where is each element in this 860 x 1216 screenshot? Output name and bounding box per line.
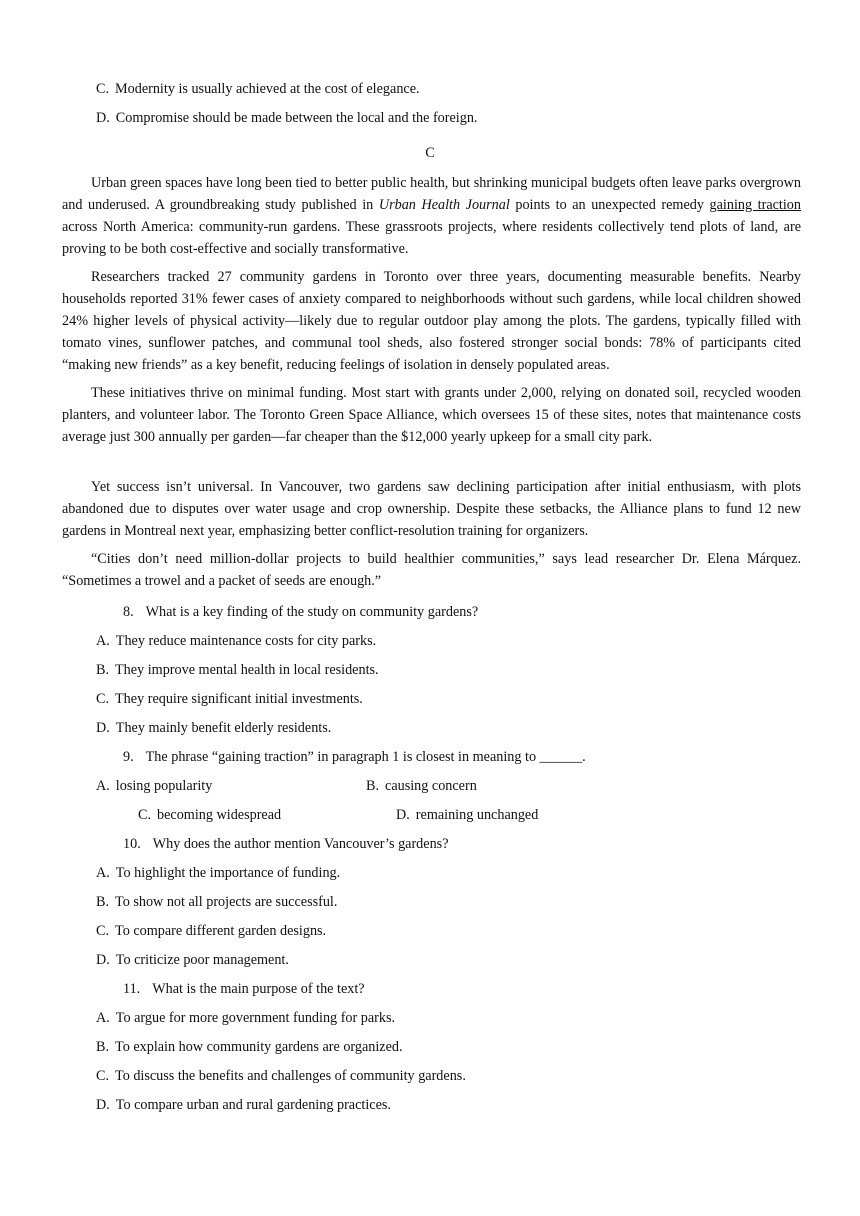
option-text: becoming widespread [157, 807, 282, 823]
passage-paragraph-1 [62, 172, 801, 260]
q10-option-a [96, 864, 340, 882]
option-letter: C. [96, 81, 110, 97]
option-text: To compare different garden designs. [115, 923, 327, 939]
q11-option-d [96, 1096, 391, 1114]
p1-text-after: across North America: community-run gardens. These grassroots projects, where residents collectively tend plots of land, are proving to be both cost-effective and socially transformative. [62, 219, 801, 257]
q8-option-d [96, 719, 331, 737]
option-letter: C. [96, 691, 110, 707]
section-label: C [425, 145, 435, 161]
option-text: To explain how community gardens are organized. [115, 1039, 403, 1055]
option-text: They reduce maintenance costs for city parks. [115, 633, 377, 649]
option-text: To compare urban and rural gardening practices. [115, 1097, 391, 1113]
option-letter: D. [96, 110, 110, 126]
option-text: To discuss the benefits and challenges of community gardens. [115, 1068, 466, 1084]
option-text: causing concern [385, 778, 477, 794]
q11-option-c [96, 1067, 466, 1085]
q11-option-a [96, 1009, 395, 1027]
question-number: 10. [123, 836, 141, 852]
underlined-phrase: gaining traction [709, 197, 801, 213]
passage-paragraph-2: Researchers tracked 27 community gardens in Toronto over three years, documenting measurable benefits. Nearby households reported 31% fewer cases of anxiety compared to neighborhoods without such gardens, while local children showed 24% higher levels of physical activity—likely due to regular outdoor play among the plots. The gardens, typically filled with tomato vines, sunflower patches, and communal tool sheds, also fostered stronger social bonds: 78% of participants cited “making new friends” as a key benefit, reducing feelings of isolation in densely populated areas. [62, 269, 801, 373]
question-text: What is a key finding of the study on community gardens? [145, 604, 479, 620]
p1-text-middle: points to an unexpected remedy [509, 197, 710, 213]
option-text: Compromise should be made between the local and the foreign. [115, 110, 478, 126]
q8-option-c [96, 690, 363, 708]
passage-paragraph-4: Yet success isn’t universal. In Vancouver, two gardens saw declining participation after initial enthusiasm, with plots abandoned due to disputes over water usage and crop ownership. Despite these setbacks, the Alliance plans to fund 12 new gardens in Montreal next year, emphasizing better conflict-resolution training for organizers. [62, 479, 801, 539]
option-letter: B. [366, 778, 380, 794]
option-text: To argue for more government funding for parks. [115, 1010, 396, 1026]
option-letter: C. [96, 1068, 110, 1084]
question-11 [123, 980, 365, 998]
option-letter: B. [96, 894, 110, 910]
option-text: They mainly benefit elderly residents. [115, 720, 332, 736]
option-text: Modernity is usually achieved at the cost of elegance. [115, 81, 420, 97]
q9-option-b [366, 777, 477, 795]
question-text: Why does the author mention Vancouver’s gardens? [152, 836, 449, 852]
q10-option-b [96, 893, 337, 911]
question-8 [123, 603, 478, 621]
option-text: To criticize poor management. [115, 952, 289, 968]
option-letter: C. [138, 807, 152, 823]
q10-option-c [96, 922, 326, 940]
option-letter: B. [96, 1039, 110, 1055]
passage-paragraph-5: “Cities don’t need million-dollar projects to build healthier communities,” says lead researcher Dr. Elena Márquez. “Sometimes a trowel and a packet of seeds are enough.” [62, 551, 801, 589]
q10-option-d [96, 951, 289, 969]
q9-option-d [396, 806, 538, 824]
q11-option-b [96, 1038, 403, 1056]
journal-title: Urban Health Journal [378, 197, 510, 213]
option-letter: D. [96, 720, 110, 736]
prev-option-d [96, 109, 477, 127]
question-number: 8. [123, 604, 134, 620]
option-letter: D. [96, 952, 110, 968]
option-text: remaining unchanged [415, 807, 539, 823]
option-text: They require significant initial investments. [115, 691, 363, 707]
q9-option-a [96, 777, 212, 795]
question-9 [123, 748, 586, 766]
q9-option-c [138, 806, 281, 824]
option-letter: B. [96, 662, 110, 678]
option-letter: C. [96, 923, 110, 939]
question-number: 9. [123, 749, 134, 765]
option-text: losing popularity [115, 778, 213, 794]
q8-option-b [96, 661, 379, 679]
q8-option-a [96, 632, 376, 650]
question-text: The phrase “gaining traction” in paragraph 1 is closest in meaning to ______. [145, 749, 586, 765]
option-letter: D. [96, 1097, 110, 1113]
option-letter: A. [96, 778, 110, 794]
option-text: They improve mental health in local residents. [115, 662, 379, 678]
option-letter: A. [96, 1010, 110, 1026]
passage-paragraph-3: These initiatives thrive on minimal funding. Most start with grants under 2,000, relying on donated soil, recycled wooden planters, and volunteer labor. The Toronto Green Space Alliance, which oversees 15 of these sites, notes that maintenance costs average just 300 annually per garden—far cheaper than the $12,000 yearly upkeep for a small city park. [62, 385, 801, 445]
p1-text-before: Urban green spaces have long been tied to better public health, but shrinking municipal budgets often leave parks overgrown and underused. A groundbreaking study published in [62, 175, 801, 213]
option-text: To highlight the importance of funding. [115, 865, 341, 881]
question-text: What is the main purpose of the text? [152, 981, 365, 997]
option-letter: A. [96, 633, 110, 649]
option-text: To show not all projects are successful. [115, 894, 338, 910]
option-letter: A. [96, 865, 110, 881]
question-10 [123, 835, 449, 853]
option-letter: D. [396, 807, 410, 823]
prev-option-c [96, 80, 420, 98]
question-number: 11. [123, 981, 141, 997]
